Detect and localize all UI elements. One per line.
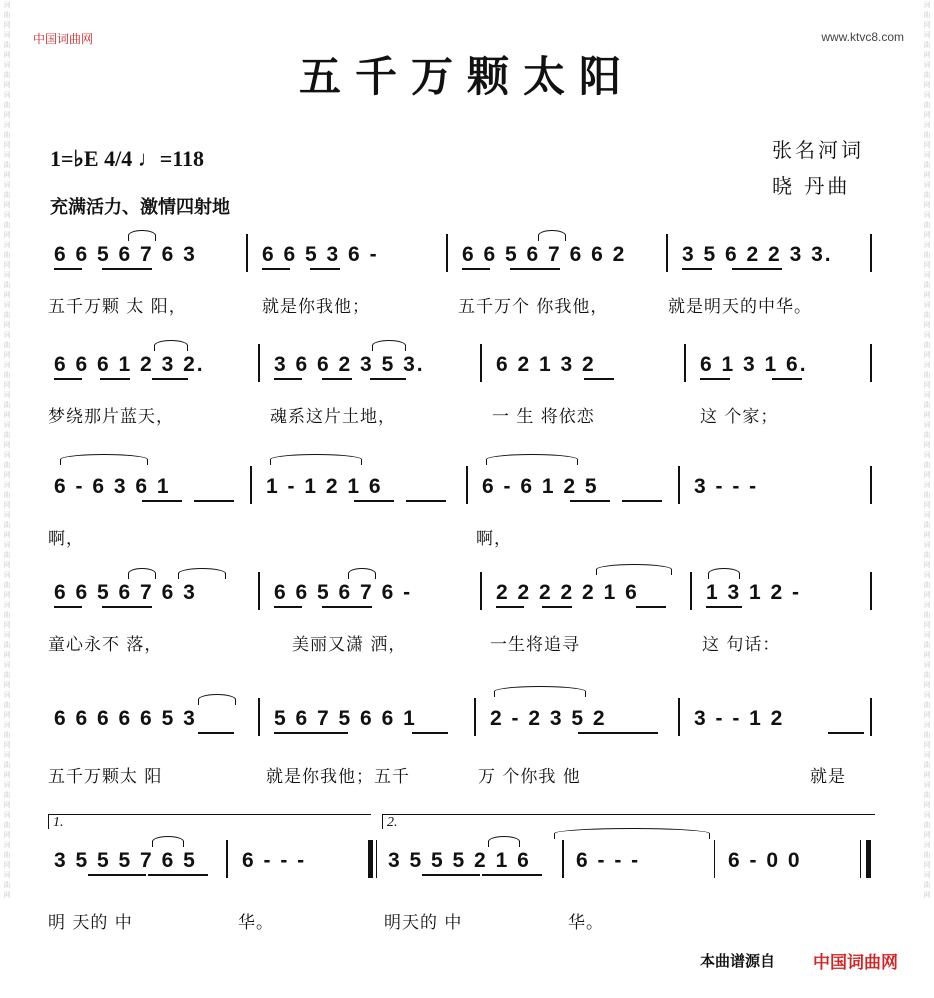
bar-line	[690, 572, 692, 610]
volta-bracket-1: 1.	[48, 814, 371, 829]
beam-underline	[54, 268, 82, 270]
lyric-line: 美丽又潇 洒，	[292, 635, 407, 655]
beam-underline	[462, 268, 490, 270]
volta-bracket-2: 2.	[382, 814, 875, 829]
slur-mark	[348, 568, 376, 579]
bar-line	[258, 698, 260, 736]
bar-line	[446, 234, 448, 272]
bar-line	[714, 840, 715, 878]
site-name-top-left: 中国词曲网	[33, 32, 94, 46]
beam-underline	[262, 268, 290, 270]
beam-underline	[142, 500, 182, 502]
measure: 1 3 1 2 -	[706, 581, 802, 604]
measure: 6 6 5 6 7 6 3	[54, 243, 197, 266]
watermark-strip-left: 词曲网词曲网词曲网词曲网词曲网词曲网词曲网词曲网词曲网词曲网词曲网词曲网词曲网词曲网词曲网词曲网词曲网词曲网词曲网词曲网词曲网词曲网词曲网词曲网词曲网词曲网词曲网词曲网词曲网词曲网	[3, 1, 11, 899]
tie-mark	[60, 454, 148, 465]
beam-underline	[772, 378, 802, 380]
slur-mark	[708, 568, 740, 579]
beam-underline	[482, 874, 542, 876]
slur-mark	[538, 230, 566, 241]
lyric-line: 五千万个 你我他，	[458, 297, 609, 317]
lyric-line: 华。	[238, 913, 274, 933]
measure: 6 - 6 1 2 5	[482, 475, 599, 498]
beam-underline	[322, 606, 372, 608]
beam-underline	[152, 378, 188, 380]
slur-mark	[372, 340, 406, 351]
beam-underline	[274, 378, 302, 380]
measure: 3 6 6 2 3 5 3.	[274, 353, 425, 376]
bar-line	[246, 234, 248, 272]
repeat-bar-line-thin	[376, 840, 377, 878]
beam-underline	[542, 606, 572, 608]
measure: 6 1 3 1 6.	[700, 353, 808, 376]
measure: 2 2 2 2 2 1 6	[496, 581, 639, 604]
beam-underline	[584, 378, 614, 380]
bar-line	[466, 466, 468, 504]
lyric-line: 啊，	[476, 529, 512, 549]
beam-underline	[274, 732, 348, 734]
beam-underline	[102, 268, 152, 270]
bar-line	[226, 840, 228, 878]
measure: 3 5 5 5 7 6 5	[54, 849, 197, 872]
tie-mark	[494, 686, 586, 697]
bar-line	[684, 344, 686, 382]
measure: 6 6 5 6 7 6 3	[54, 581, 197, 604]
repeat-bar-line	[368, 840, 373, 878]
beam-underline	[422, 874, 480, 876]
measure: 6 6 6 1 2 3 2.	[54, 353, 205, 376]
bar-line	[480, 344, 482, 382]
watermark-strip-right: 词曲网词曲网词曲网词曲网词曲网词曲网词曲网词曲网词曲网词曲网词曲网词曲网词曲网词曲网词曲网词曲网词曲网词曲网词曲网词曲网词曲网词曲网词曲网词曲网词曲网词曲网词曲网词曲网词曲网词曲网	[923, 1, 931, 899]
bar-line	[870, 698, 872, 736]
measure: 3 - - -	[694, 475, 759, 498]
beam-underline	[732, 268, 782, 270]
beam-underline	[622, 500, 662, 502]
lyric-line: 一 生 将依恋	[492, 407, 595, 427]
lyric-line: 这 个家；	[700, 407, 779, 427]
measure: 6 2 1 3 2	[496, 353, 596, 376]
slur-mark	[154, 340, 188, 351]
beam-underline	[370, 378, 406, 380]
lyric-line: 就是你我他；	[262, 297, 370, 317]
bar-line	[666, 234, 668, 272]
measure: 3 5 6 2 2 3 3.	[682, 243, 833, 266]
lyric-line: 就是你我他；五千	[266, 767, 410, 787]
beam-underline	[682, 268, 712, 270]
lyric-line: 啊，	[48, 529, 84, 549]
expression-marking: 充满活力、激情四射地	[50, 197, 230, 217]
beam-underline	[102, 606, 152, 608]
beam-underline	[406, 500, 446, 502]
lyric-line: 就是	[810, 767, 846, 787]
measure: 6 - - -	[576, 849, 641, 872]
beam-underline	[510, 268, 560, 270]
lyric-line: 五千万颗 太 阳，	[48, 297, 187, 317]
bar-line	[480, 572, 482, 610]
beam-underline	[412, 732, 448, 734]
beam-underline	[148, 874, 208, 876]
site-url-top-right: www.ktvc8.com	[821, 30, 904, 44]
end-bar-line	[866, 840, 871, 878]
bar-line	[870, 344, 872, 382]
lyric-line: 五千万颗太 阳	[48, 767, 163, 787]
bar-line	[870, 466, 872, 504]
slur-mark	[596, 564, 672, 575]
bar-line	[562, 840, 564, 878]
tie-mark	[270, 454, 362, 465]
bar-line	[678, 698, 680, 736]
bar-line	[870, 572, 872, 610]
bar-line	[258, 572, 260, 610]
beam-underline	[198, 732, 234, 734]
bar-line	[474, 698, 476, 736]
slur-mark	[488, 836, 520, 847]
source-site-link[interactable]: 中国词曲网	[813, 953, 898, 972]
tie-mark	[486, 454, 578, 465]
lyric-line: 明天的 中	[384, 913, 463, 933]
beam-underline	[54, 606, 82, 608]
beam-underline	[706, 606, 742, 608]
beam-underline	[828, 732, 864, 734]
measure: 5 6 7 5 6 6 1	[274, 707, 417, 730]
composer-credit: 晓 丹曲	[772, 174, 851, 198]
tie-mark	[554, 828, 710, 839]
bar-line	[678, 466, 680, 504]
beam-underline	[194, 500, 234, 502]
lyric-line: 就是明天的中华。	[668, 297, 812, 317]
slur-mark	[152, 836, 184, 847]
beam-underline	[570, 500, 610, 502]
key-signature: 1=♭E 4/4 ♩=118	[50, 146, 205, 171]
slur-mark	[128, 230, 156, 241]
beam-underline	[310, 268, 340, 270]
measure: 6 - - -	[242, 849, 307, 872]
lyric-line: 这 句话：	[702, 635, 781, 655]
lyric-line: 童心永不 落，	[48, 635, 163, 655]
measure: 6 6 5 3 6 -	[262, 243, 379, 266]
measure: 6 6 5 6 7 6 -	[274, 581, 413, 604]
beam-underline	[274, 606, 302, 608]
bar-line	[870, 234, 872, 272]
slur-mark	[128, 568, 156, 579]
beam-underline	[354, 500, 394, 502]
measure: 6 - 6 3 6 1	[54, 475, 171, 498]
beam-underline	[496, 606, 524, 608]
beam-underline	[322, 378, 352, 380]
beam-underline	[578, 732, 658, 734]
beam-underline	[700, 378, 730, 380]
end-bar-line-thin	[860, 840, 861, 878]
song-title: 五千万颗太阳	[298, 52, 635, 101]
measure: 6 6 5 6 7 6 6 2	[462, 243, 627, 266]
lyric-line: 华。	[568, 913, 604, 933]
lyric-line: 明 天的 中	[48, 913, 133, 933]
measure: 2 - 2 3 5 2	[490, 707, 607, 730]
beam-underline	[636, 606, 666, 608]
lyric-line: 梦绕那片蓝天，	[48, 407, 174, 427]
lyric-line: 一生将追寻	[490, 635, 580, 655]
lyric-line: 魂系这片土地，	[270, 407, 396, 427]
lyric-line: 万 个你我 他	[478, 767, 581, 787]
lyricist-credit: 张名河词	[772, 138, 864, 162]
beam-underline	[88, 874, 146, 876]
measure: 6 - 0 0	[728, 849, 802, 872]
slur-mark	[178, 568, 226, 579]
measure: 3 - - 1 2	[694, 707, 785, 730]
source-label: 本曲谱源自	[700, 953, 776, 970]
slur-mark	[198, 694, 236, 705]
bar-line	[258, 344, 260, 382]
beam-underline	[100, 378, 130, 380]
measure: 6 6 6 6 6 5 3	[54, 707, 197, 730]
measure: 3 5 5 5 2 1 6	[388, 849, 531, 872]
beam-underline	[54, 378, 82, 380]
measure: 1 - 1 2 1 6	[266, 475, 383, 498]
bar-line	[250, 466, 252, 504]
